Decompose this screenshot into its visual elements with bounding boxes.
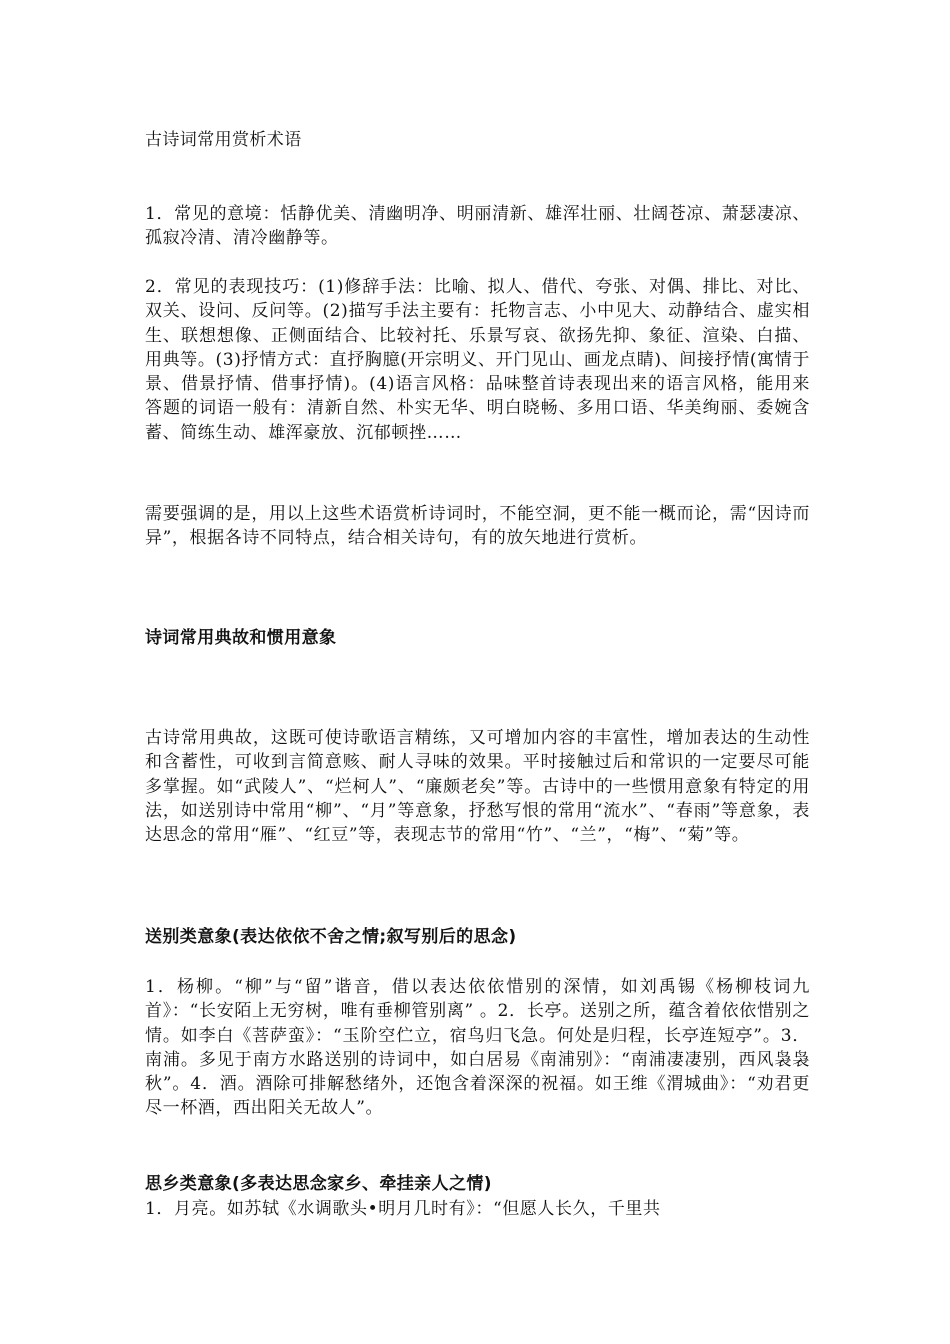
section-heading-allusions: 诗词常用典故和惯用意象 (145, 628, 337, 648)
paragraph-farewell-imagery: 1．杨柳。“柳”与“留”谐音，借以表达依依惜别的深情，如刘禹锡《杨柳枝词九首》：“长安陌上无穷树，唯有垂柳管别离” 。2．长亭。送别之所，蕴含着依依惜别之情。如李白《菩萨蛮》：“玉阶空伫立，宿鸟归飞急。何处是归程，长亭连短亭”。3．南浦。多见于南方水路送别的诗词中，如白居易《南浦别》：“南浦凄凄别，西风袅袅秋”。4．酒。酒除可排解愁绪外，还饱含着深深的祝福。如王维《渭城曲》：“劝君更尽一杯酒，西出阳关无故人”。 (145, 977, 810, 1119)
paragraph-artistic-conception: 1．常见的意境：恬静优美、清幽明净、明丽清新、雄浑壮丽、壮阔苍凉、萧瑟凄凉、孤寂冷清、清冷幽静等。 (145, 204, 810, 249)
document-title: 古诗词常用赏析术语 (145, 130, 302, 150)
paragraph-allusions: 古诗常用典故，这既可使诗歌语言精练，又可增加内容的丰富性，增加表达的生动性和含蓄性，可收到言简意赅、耐人寻味的效果。平时接触过后和常识的一定要尽可能多掌握。如“武陵人”、“烂柯人”、“廉颇老矣”等。古诗中的一些惯用意象有特定的用法，如送别诗中常用“柳”、“月”等意象，抒愁写恨的常用“流水”、“春雨”等意象，表达思念的常用“雁”、“红豆”等，表现志节的常用“竹”、“兰”，“梅”、“菊”等。 (145, 728, 810, 846)
paragraph-emphasis-note: 需要强调的是，用以上这些术语赏析诗词时，不能空洞，更不能一概而论，需“因诗而异”，根据各诗不同特点，结合相关诗句，有的放矢地进行赏析。 (145, 504, 810, 549)
section-heading-farewell-imagery: 送别类意象(表达依依不舍之情;叙写别后的思念) (145, 927, 517, 947)
paragraph-expression-techniques: 2．常见的表现技巧：(1)修辞手法：比喻、拟人、借代、夸张、对偶、排比、对比、双关、设问、反问等。(2)描写手法主要有：托物言志、小中见大、动静结合、虚实相生、联想想像、正侧面结合、比较衬托、乐景写哀、欲扬先抑、象征、渲染、白描、用典等。(3)抒情方式：直抒胸臆(开宗明义、开门见山、画龙点睛)、间接抒情(寓情于景、借景抒情、借事抒情)。(4)语言风格：品味整首诗表现出来的语言风格，能用来答题的词语一般有：清新自然、朴实无华、明白晓畅、多用口语、华美绚丽、委婉含蓄、简练生动、雄浑豪放、沉郁顿挫…… (145, 277, 810, 443)
paragraph-homesick-imagery: 1．月亮。如苏轼《水调歌头•明月几时有》：“但愿人长久，千里共 (145, 1199, 661, 1219)
section-heading-homesick-imagery: 思乡类意象(多表达思念家乡、牵挂亲人之情) (145, 1174, 492, 1194)
